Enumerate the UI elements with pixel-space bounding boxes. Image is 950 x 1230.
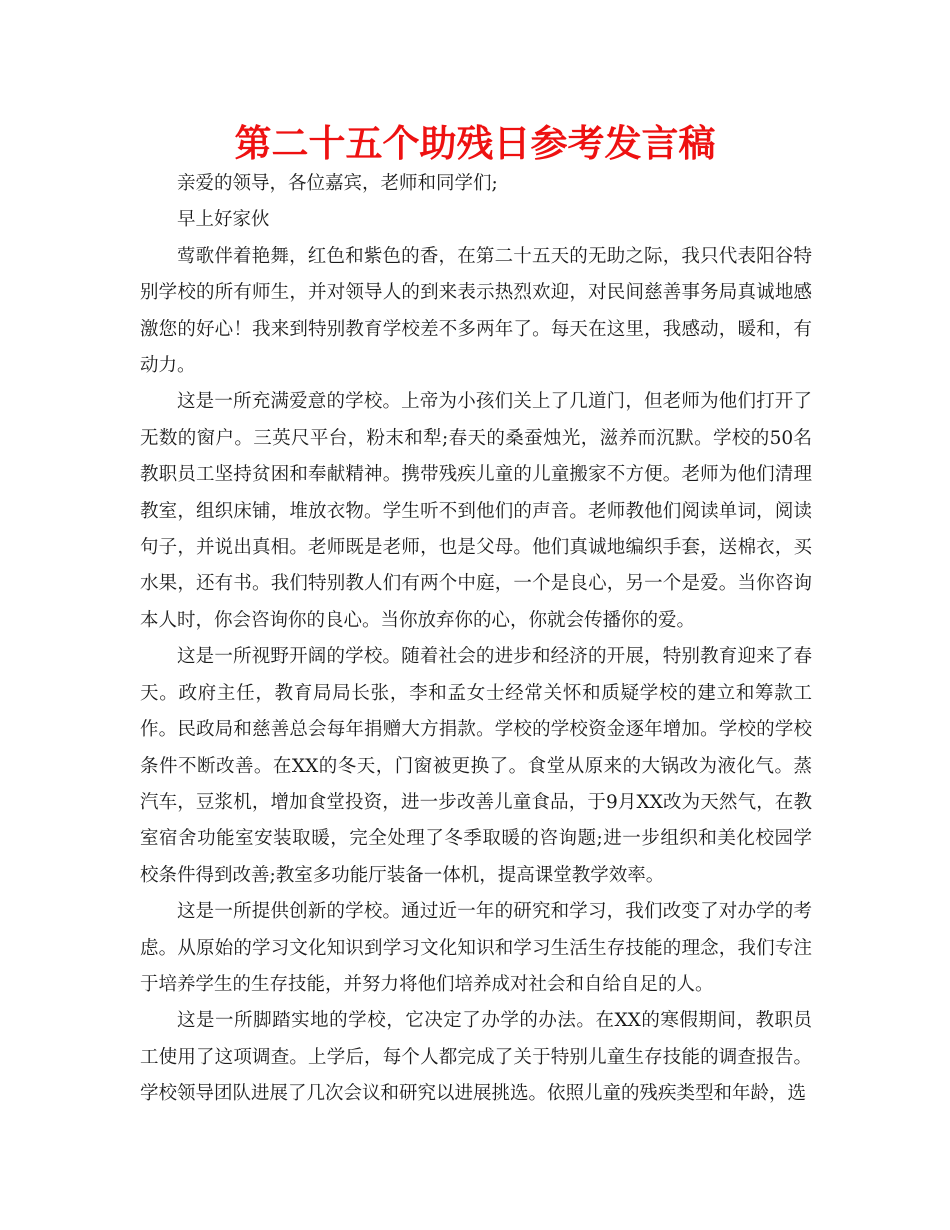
paragraph-open-school: 这是一所视野开阔的学校。随着社会的进步和经济的开展，特别教育迎来了春天。政府主任，教育局局长张，李和孟女士经常关怀和质疑学校的建立和筹款工作。民政局和慈善总会每年捐赠大方捐款。学校的学校资金逐年增加。学校的学校条件不断改善。在XX的冬天，门窗被更换了。食堂从原来的大锅改为液化气。蒸汽车，豆浆机，增加食堂投资，进一步改善儿童食品，于9月XX改为天然气，在教室宿舍功能室安装取暖，完全处理了冬季取暖的咨询题;进一步组织和美化校园学校条件得到改善;教室多功能厅装备一体机，提高课堂教学效率。	[140, 646, 812, 886]
document-title: 第二十五个助残日参考发言稿	[234, 122, 716, 165]
paragraph-innovative-school: 这是一所提供创新的学校。通过近一年的研究和学习，我们改变了对办学的考虑。从原始的学习文化知识到学习文化知识和学习生活生存技能的理念，我们专注于培养学生的生存技能，并努力将他们培养成对社会和自给自足的人。	[140, 901, 812, 995]
paragraph-practical-school: 这是一所脚踏实地的学校，它决定了办学的办法。在XX的寒假期间，教职员工使用了这项调查。上学后，每个人都完成了关于特别儿童生存技能的调查报告。学校领导团队进展了几次会议和研究以进展挑选。依照儿童的残疾类型和年龄，选	[140, 1010, 812, 1105]
paragraph-salutation: 早上好家伙	[177, 209, 270, 231]
paragraph-greeting: 亲爱的领导，各位嘉宾，老师和同学们;	[177, 173, 498, 194]
paragraph-welcome: 莺歌伴着艳舞，红色和紫色的香，在第二十五天的无助之际，我只代表阳谷特别学校的所有师生，并对领导人的到来表示热烈欢迎，对民间慈善事务局真诚地感激您的好心！我来到特别教育学校差不多两年了。每天在这里，我感动，暖和，有动力。	[140, 245, 812, 377]
paragraph-loving-school: 这是一所充满爱意的学校。上帝为小孩们关上了几道门，但老师为他们打开了无数的窗户。三英尺平台，粉末和犁;春天的桑蚕烛光，滋养而沉默。学校的50名教职员工坚持贫困和奉献精神。携带残疾儿童的儿童搬家不方便。老师为他们清理教室，组织床铺，堆放衣物。学生听不到他们的声音。老师教他们阅读单词，阅读句子，并说出真相。老师既是老师，也是父母。他们真诚地编织手套，送棉衣，买水果，还有书。我们特别教人们有两个中庭，一个是良心，另一个是爱。当你咨询本人时，你会咨询你的良心。当你放弃你的心，你就会传播你的爱。	[140, 391, 812, 631]
document-body	[140, 166, 812, 1113]
